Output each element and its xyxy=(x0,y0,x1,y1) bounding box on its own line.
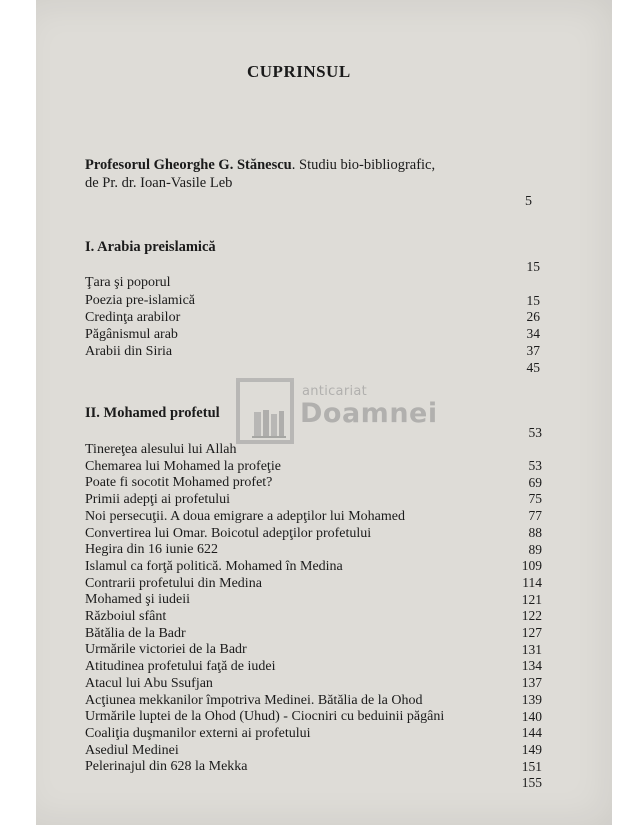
toc-entry: Poate fi socotit Mohamed profet? xyxy=(85,475,273,491)
toc-entry: Tinereţea alesului lui Allah xyxy=(85,442,237,457)
toc-entry: Coaliţia duşmanilor externi ai profetului xyxy=(85,725,311,741)
toc-entry: Atacul lui Abu Ssufjan xyxy=(85,675,213,691)
intro-entry-line2: de Pr. dr. Ioan-Vasile Leb xyxy=(85,175,233,191)
section-heading-1-page: 15 xyxy=(526,259,540,274)
toc-page-number: 114 xyxy=(522,574,542,590)
toc-page-number: 137 xyxy=(521,675,542,691)
toc-entry: Chemarea lui Mohamed la profeţie xyxy=(85,458,281,474)
toc-entry: Islamul ca forţă politică. Mohamed în Medina xyxy=(85,558,343,574)
toc-entry: Primii adepţi ai profetului xyxy=(85,492,231,508)
section-heading-2: II. Mohamed profetul xyxy=(85,405,220,421)
page-title: CUPRINSUL xyxy=(247,62,351,81)
toc-page-number: 15 xyxy=(526,293,540,308)
toc-entry: Credinţa arabilor xyxy=(85,310,181,325)
toc-page-number: 88 xyxy=(528,524,542,540)
toc-entry: Asediul Medinei xyxy=(85,742,179,758)
toc-entry: Poezia pre-islamică xyxy=(85,293,196,308)
anticariat-watermark xyxy=(236,378,438,448)
toc-page-number: 151 xyxy=(521,758,542,774)
intro-rest: . Studiu bio-bibliografic, xyxy=(291,157,436,173)
toc-entry: Ţara şi poporul xyxy=(85,275,171,290)
watermark-frame-icon xyxy=(236,378,294,444)
toc-page-number: 127 xyxy=(521,625,542,640)
toc-page-number: 139 xyxy=(521,691,542,707)
toc-page-number: 131 xyxy=(521,641,542,657)
intro-page-number: 5 xyxy=(525,194,532,209)
toc-entry: Pelerinajul din 628 la Mekka xyxy=(85,759,248,775)
toc-page-number: 34 xyxy=(526,326,540,341)
toc-entry: Arabii din Siria xyxy=(85,344,173,359)
toc-page-number: 53 xyxy=(528,458,542,473)
toc-page-number: 134 xyxy=(521,658,542,674)
watermark-big-text: Doamnei xyxy=(300,398,438,429)
toc-page-number: 149 xyxy=(521,741,542,757)
toc-page-number: 121 xyxy=(521,591,542,607)
toc-entry: Convertirea lui Omar. Boicotul adepţilor profetului xyxy=(85,525,372,541)
toc-entry: Războiul sfânt xyxy=(85,609,167,624)
watermark-small-text: anticariat xyxy=(302,384,368,399)
toc-entry: Urmările victoriei de la Badr xyxy=(85,642,247,658)
toc-entry: Urmările luptei de la Ohod (Uhud) - Ciocniri cu beduinii păgâni xyxy=(85,709,445,725)
toc-entry: Păgânismul arab xyxy=(85,327,178,342)
toc-entry: Hegira din 16 iunie 622 xyxy=(85,542,218,558)
toc-entry: Noi persecuţii. A doua emigrare a adepţilor lui Mohamed xyxy=(85,508,405,524)
toc-page-number: 45 xyxy=(526,360,540,375)
toc-page-number: 75 xyxy=(528,491,542,507)
toc-entry: Atitudinea profetului faţă de iudei xyxy=(85,659,276,675)
toc-page-number: 122 xyxy=(521,608,542,624)
toc-page-number: 89 xyxy=(528,541,542,557)
toc-entry: Contrarii profetului din Medina xyxy=(85,575,262,591)
toc-page-number: 77 xyxy=(528,508,542,524)
toc-page-number: 109 xyxy=(521,558,542,574)
toc-page-number: 155 xyxy=(521,775,542,791)
section-heading-2-page: 53 xyxy=(528,425,542,440)
book-page xyxy=(18,0,612,825)
section-heading-1: I. Arabia preislamică xyxy=(85,239,216,255)
intro-author: Profesorul Gheorghe G. Stănescu xyxy=(85,157,292,173)
toc-entry: Acţiunea mekkanilor împotriva Medinei. Bătălia de la Ohod xyxy=(85,692,423,708)
books-icon xyxy=(252,408,286,438)
toc-page-number: 26 xyxy=(526,309,540,324)
intro-entry-line1 xyxy=(85,157,435,174)
toc-page-number: 37 xyxy=(526,343,540,358)
toc-entry: Bătălia de la Badr xyxy=(85,625,186,641)
toc-page-number: 144 xyxy=(521,725,542,741)
toc-page-number: 140 xyxy=(521,708,542,724)
toc-page-number: 69 xyxy=(528,474,542,490)
toc-entry: Mohamed şi iudeii xyxy=(85,592,190,608)
